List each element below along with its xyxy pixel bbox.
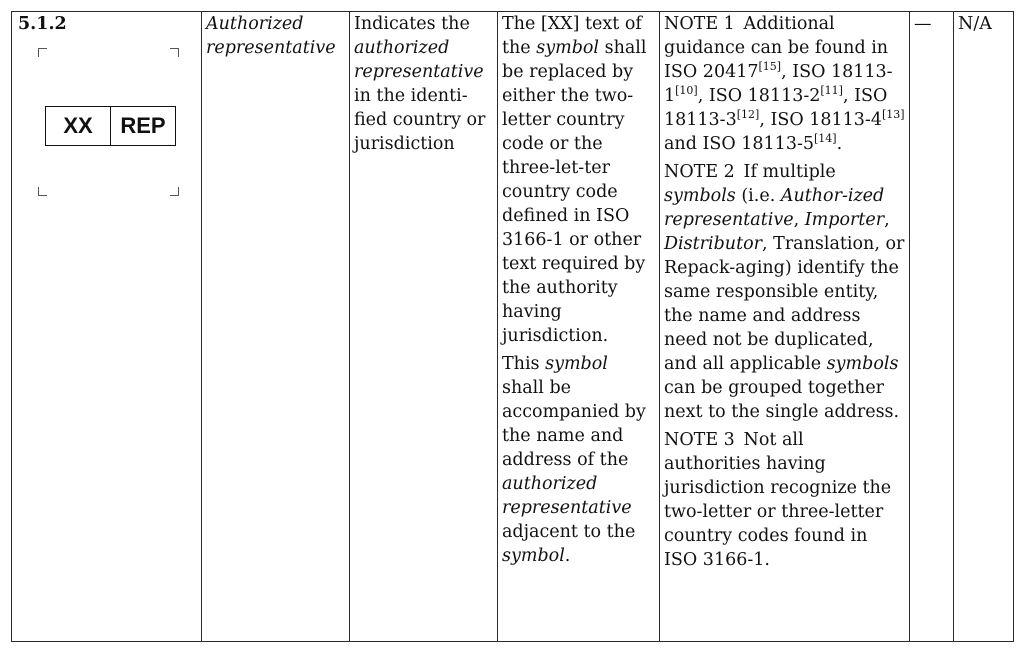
crop-mark-bottom-left [38,187,47,196]
crop-mark-top-right [170,48,179,57]
note-3: NOTE 3 Not all authorities having jurisdiction recognize the two-letter or three-letter country codes found in ISO 3166-1. [664,430,892,570]
description-cell [350,12,498,642]
requirements-paragraph-2: This symbol shall be accompanied by the name and address of the authorized representative adjacent to the symbol. [502,354,646,566]
column-7-value: N/A [958,14,992,34]
column-7-cell [954,12,1014,642]
notes-cell [660,12,910,642]
table-row [12,12,1014,642]
symbol-rep-label: REP [120,113,166,138]
authorized-representative-symbol [18,42,178,206]
crop-mark-top-left [38,48,47,57]
clause-cell [12,12,202,642]
column-6-value: — [914,14,932,34]
rep-symbol-box [45,106,176,146]
column-6-cell [910,12,954,642]
requirements-cell [498,12,660,642]
clause-number: 5.1.2 [18,14,67,34]
note-2: NOTE 2 If multiple symbols (i.e. Author-ized representative, Importer, Distributor, Translation, or Repack-aging) identify the same responsible entity, the name and address need not be duplicated, and all applicable symbols can be grouped together next to the single address. [664,162,905,422]
description-text: Indicates the authorized representative in the identi-fied country or jurisdiction [354,14,486,154]
requirements-paragraph-1: The [XX] text of the symbol shall be replaced by either the two-letter country code or the three-let-ter country code defined in ISO 3166-1 or other text required by the authority having jurisdiction. [502,14,647,346]
title-cell [202,12,350,642]
crop-mark-bottom-right [170,187,179,196]
symbol-title: Authorized representative [206,14,336,58]
symbols-table [11,11,1014,642]
note-1: NOTE 1 Additional guidance can be found in ISO 20417[15], ISO 18113-1[10], ISO 18113-2[11], ISO 18113-3[12], ISO 18113-4[13] and ISO 18113-5[14]. [664,14,905,154]
symbol-country-placeholder: XX [46,107,111,145]
